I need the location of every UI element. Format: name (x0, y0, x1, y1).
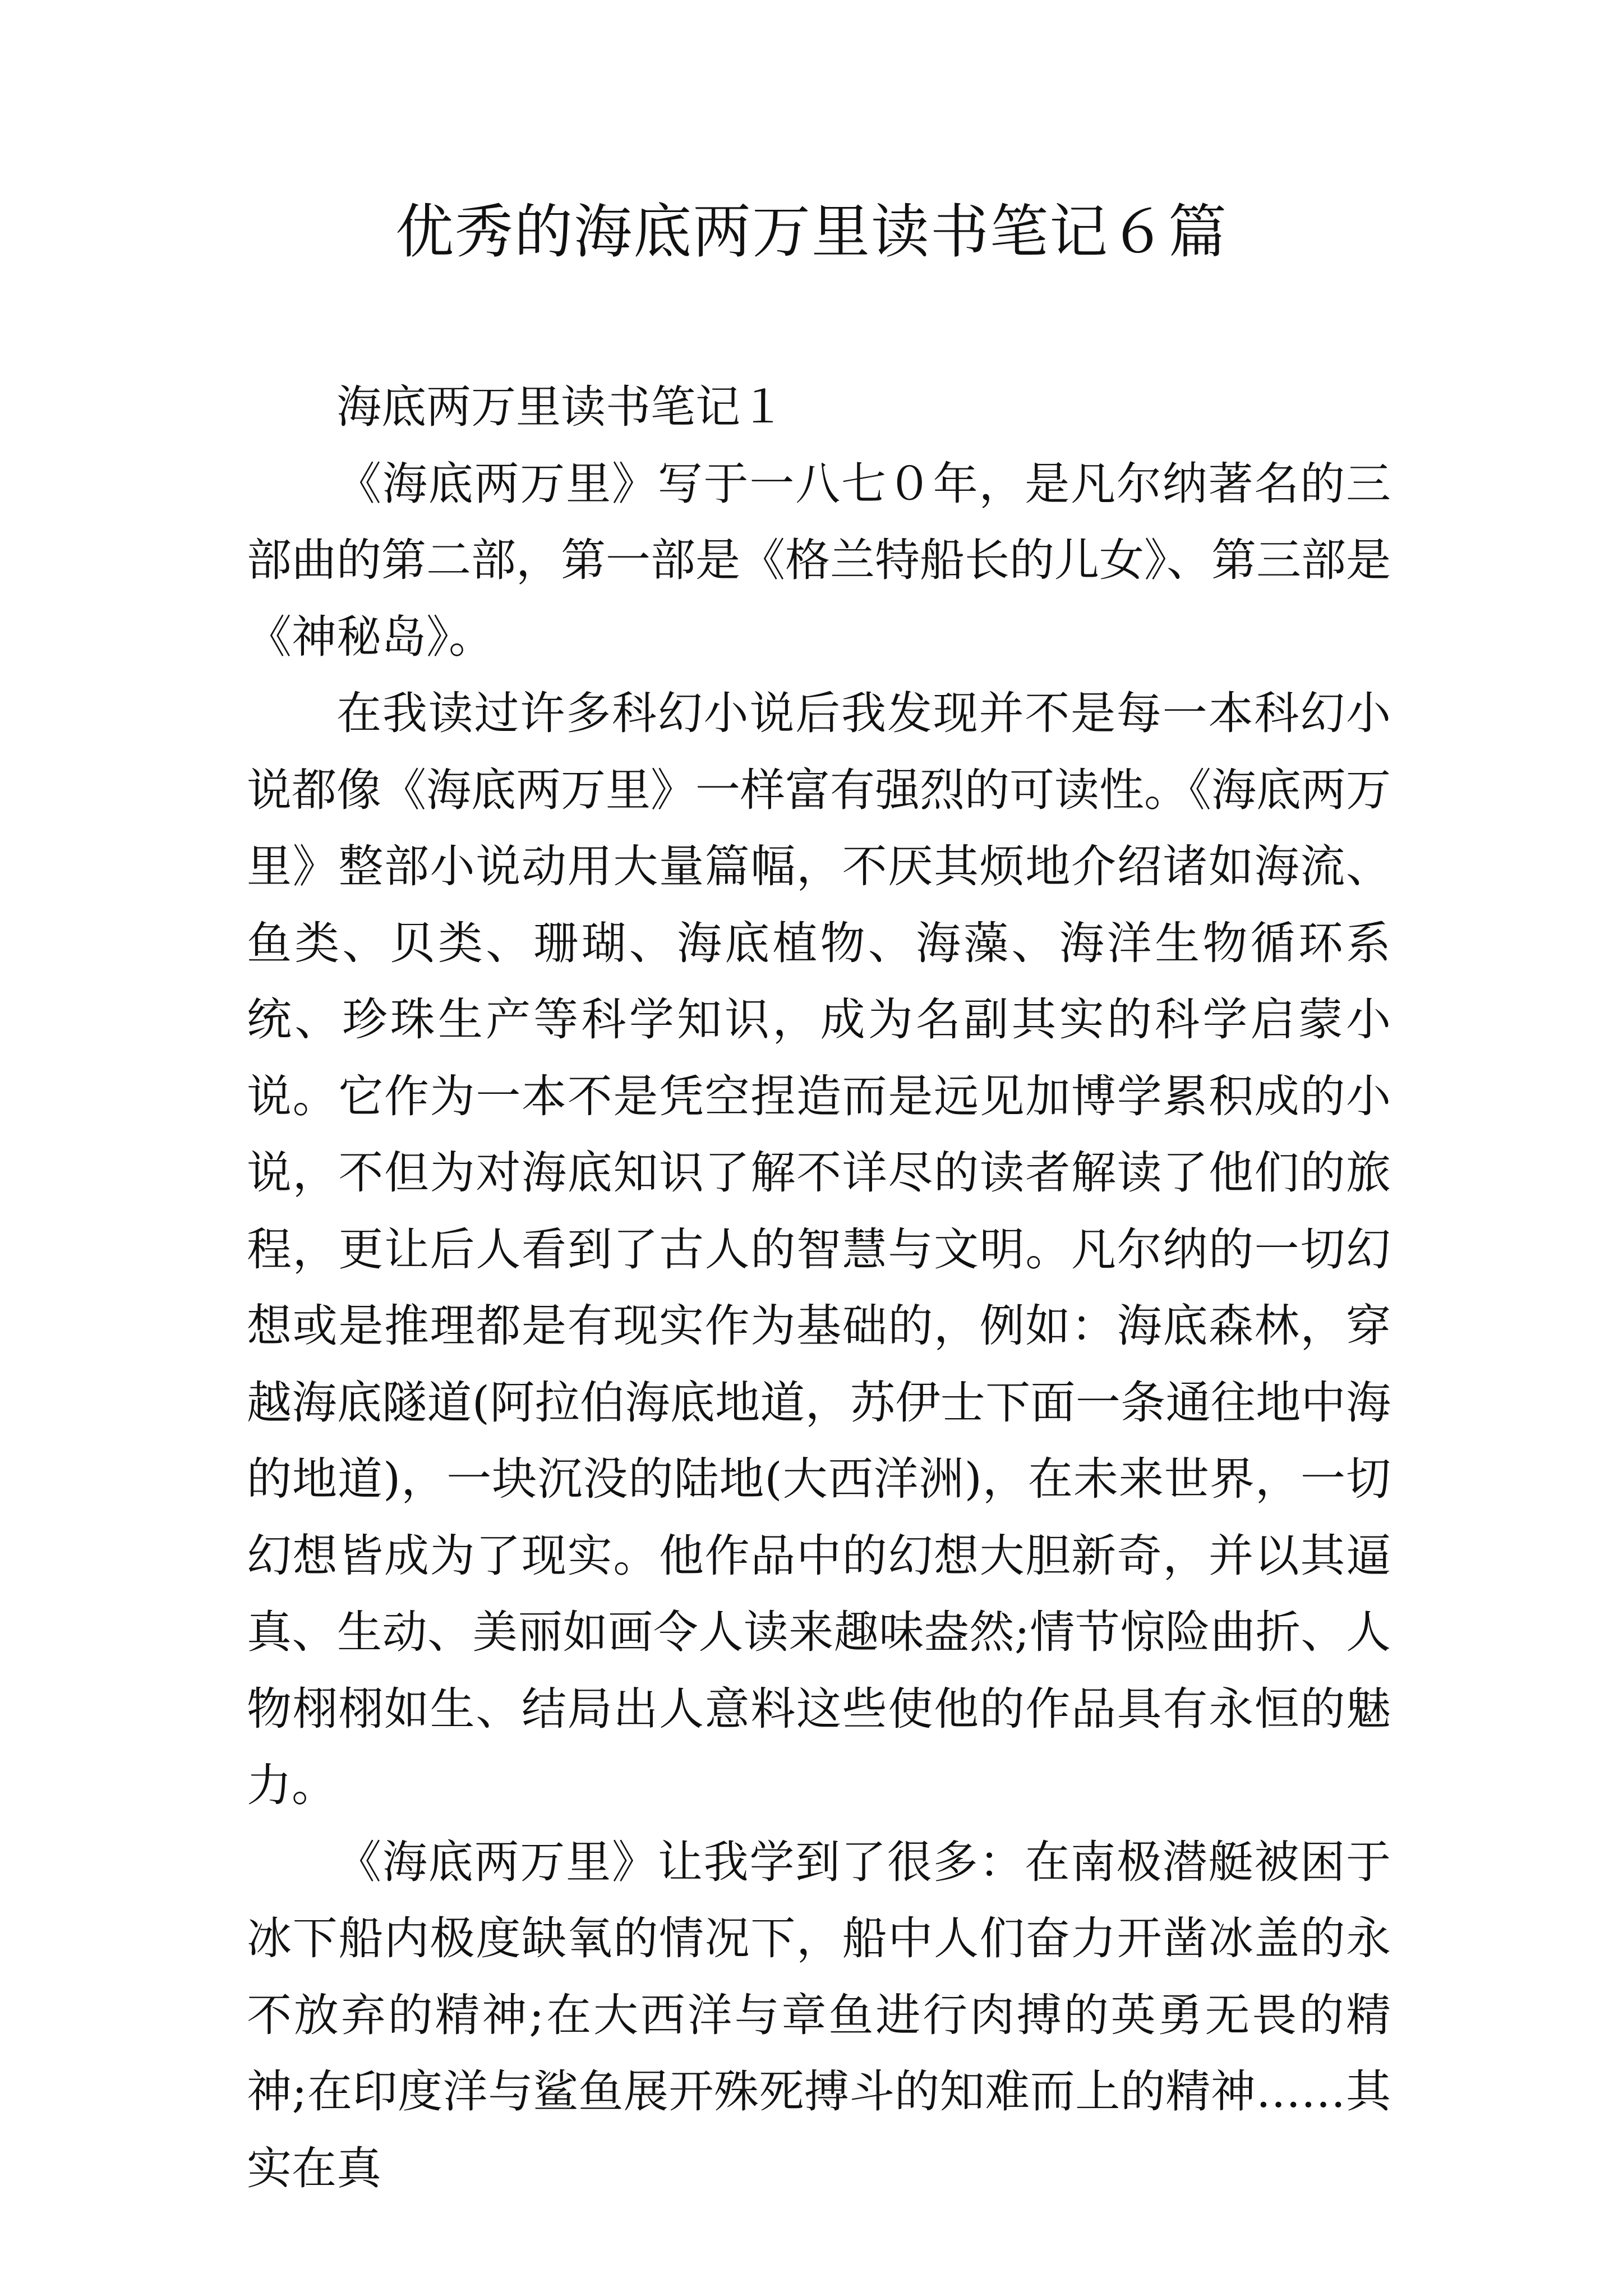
paragraph-1: 《海底两万里》写于一八七０年，是凡尔纳著名的三部曲的第二部，第一部是《格兰特船长的儿女》、第三部是《神秘岛》。 (247, 457, 1391, 663)
paragraph-3: 《海底两万里》让我学到了很多：在南极潜艇被困于冰下船内极度缺氧的情况下，船中人们奋力开凿冰盖的永不放弃的精神;在大西洋与章鱼进行肉搏的英勇无畏的精神;在印度洋与鲨鱼展开殊死搏斗的知难而上的精神……其实在真 (247, 1835, 1391, 2194)
document-title: 优秀的海底两万里读书笔记６篇 (395, 197, 1228, 266)
paragraph-2: 在我读过许多科幻小说后我发现并不是每一本科幻小说都像《海底两万里》一样富有强烈的可读性。《海底两万里》整部小说动用大量篇幅，不厌其烦地介绍诸如海流、鱼类、贝类、珊瑚、海底植物、海藻、海洋生物循环系统、珍珠生产等科学知识，成为名副其实的科学启蒙小说。它作为一本不是凭空捏造而是远见加博学累积成的小说，不但为对海底知识了解不详尽的读者解读了他们的旅程，更让后人看到了古人的智慧与文明。凡尔纳的一切幻想或是推理都是有现实作为基础的，例如：海底森林，穿越海底隧道(阿拉伯海底地道，苏伊士下面一条通往地中海的地道)，一块沉没的陆地(大西洋洲)，在未来世界，一切幻想皆成为了现实。他作品中的幻想大胆新奇，并以其逼真、生动、美丽如画令人读来趣味盎然;情节惊险曲折、人物栩栩如生、结局出人意料这些使他的作品具有永恒的魅力。 (247, 687, 1391, 1811)
section-heading: 海底两万里读书笔记１ (336, 381, 785, 433)
document-body (247, 369, 1391, 2207)
